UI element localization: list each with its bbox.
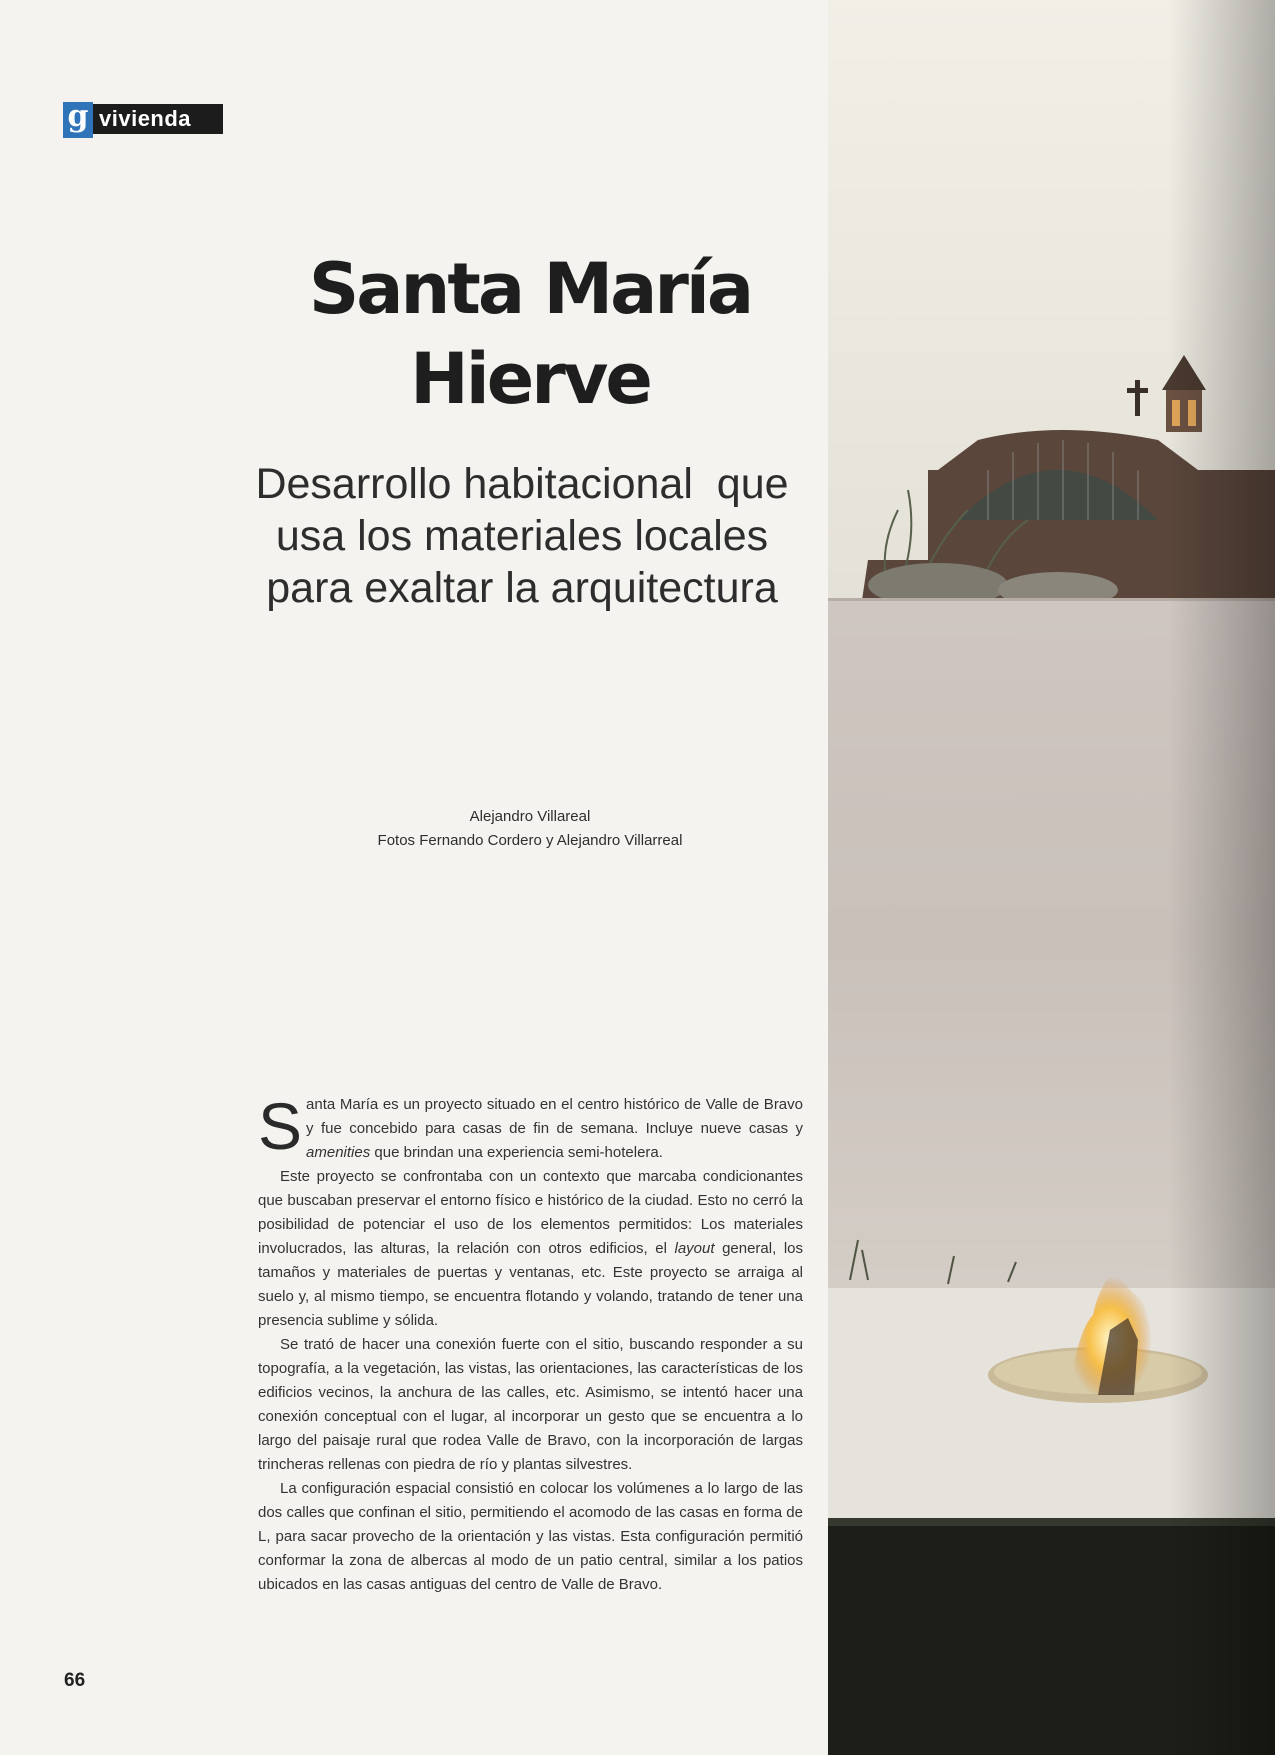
article-body (258, 1089, 803, 1597)
section-tag (63, 99, 223, 134)
paragraph-1: Santa María es un proyecto situado en el centro histórico de Valle de Bravo y fue concebido para casas de fin de semana. Incluye nueve casas y amenities que brindan una experiencia semi-hotelera. (258, 1089, 803, 1163)
drop-cap: S (258, 1089, 303, 1163)
subtitle-line-3: para exaltar la arquitectura (266, 564, 778, 612)
title-line-2: Hierve (410, 338, 650, 420)
section-label: vivienda (93, 104, 223, 134)
subtitle-line-1: Desarrollo habitacional que (255, 460, 789, 508)
article-subtitle (232, 458, 812, 614)
magazine-logo-icon: g (63, 102, 93, 138)
title-line-1: Santa María (308, 248, 752, 330)
page-number: 66 (64, 1670, 86, 1691)
hero-photo (828, 0, 1275, 1755)
subtitle-line-2: usa los materiales locales (275, 512, 769, 560)
credits (320, 805, 740, 853)
author-credit: Alejandro Villareal (469, 808, 591, 825)
paragraph-3: Se trató de hacer una conexión fuerte con el sitio, buscando responder a su topografía, a la vegetación, las vistas, las orientaciones, las características de los edificios vecinos, la anchura de las calles, etc. Asimismo, se intentó hacer una conexión conceptual con el lugar, al incorporar un gesto que se encuentra a lo largo del paisaje rural que rodea Valle de Bravo, con la incorporación de largas trincheras rellenas con piedra de río y plantas silvestres. (258, 1336, 803, 1473)
photo-credit: Fotos Fernando Cordero y Alejandro Villarreal (377, 832, 683, 849)
cross-icon (1135, 380, 1140, 416)
paragraph-2: Este proyecto se confrontaba con un contexto que marcaba condicionantes que buscaban preservar el entorno físico e histórico de la ciudad. Esto no cerró la posibilidad de potenciar el uso de los elementos permitidos: Los materiales involucrados, las alturas, la relación con otros edificios, el layout general, los tamaños y materiales de puertas y ventanas, etc. Este proyecto se arraiga al suelo y, al mismo tiempo, se encuentra flotando y volando, tratando de tener una presencia sublime y sólida. (258, 1168, 803, 1329)
article-title (200, 244, 860, 424)
paragraph-4: La configuración espacial consistió en colocar los volúmenes a lo largo de las dos calles que confinan el sitio, permitiendo el acomodo de las casas en forma de L, para sacar provecho de la orientación y las vistas. Esta configuración permitió conformar la zona de albercas al modo de un patio central, similar a los patios ubicados en las casas antiguas del centro de Valle de Bravo. (258, 1480, 803, 1593)
